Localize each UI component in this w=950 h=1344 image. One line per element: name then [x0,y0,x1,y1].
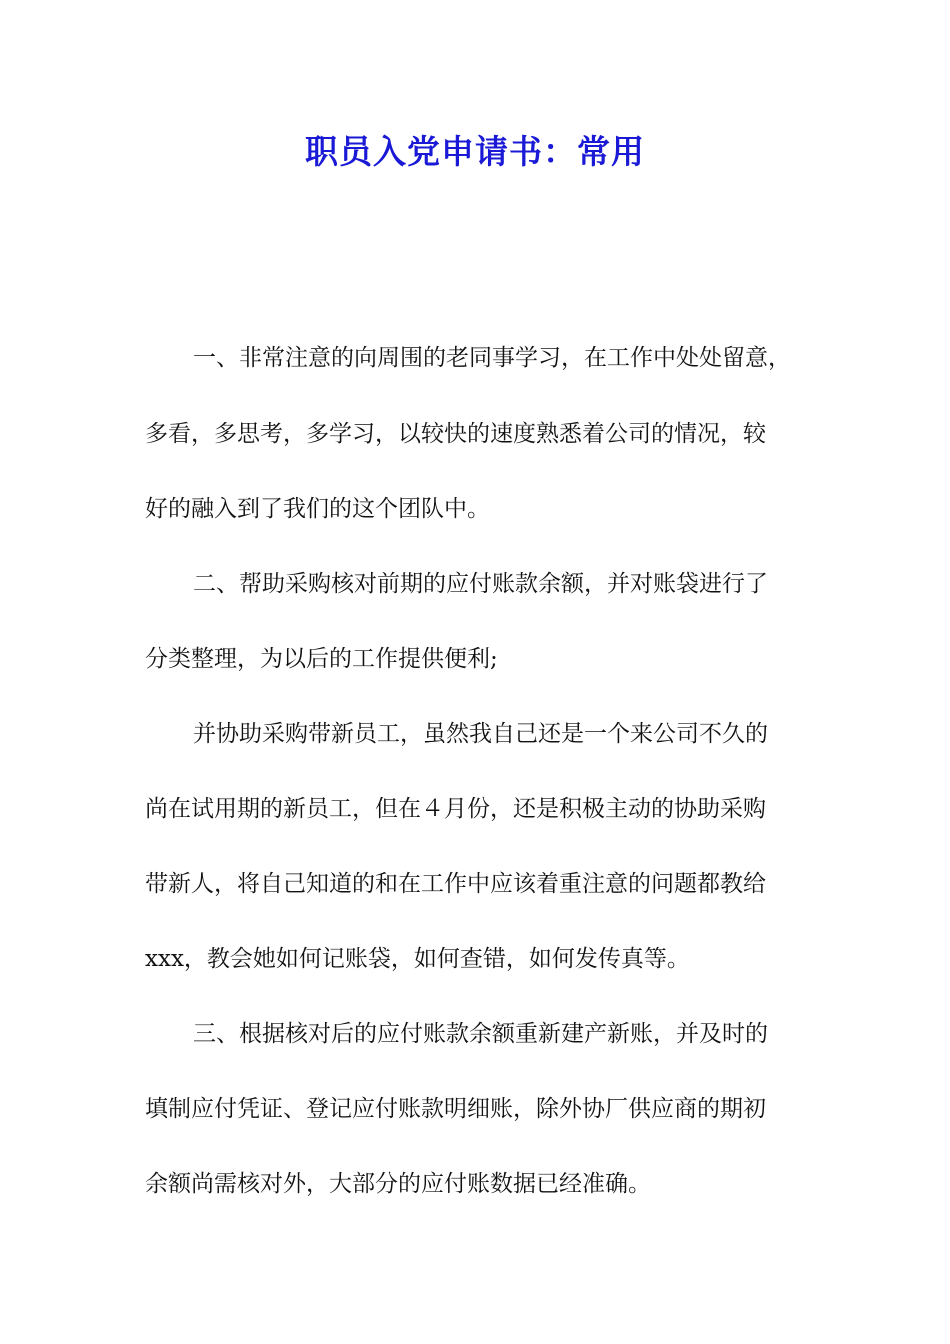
paragraph-1-line-2: 多看，多思考，多学习，以较快的速度熟悉着公司的情况，较 [145,421,766,447]
paragraph-3-line-2: 尚在试用期的新员工，但在４月份，还是积极主动的协助采购 [145,796,766,822]
paragraph-4-line-1: 三、根据核对后的应付账款余额重新建产新账，并及时的 [193,1021,768,1047]
paragraph-1-line-3: 好的融入到了我们的这个团队中。 [145,496,490,522]
paragraph-2-line-1: 二、帮助采购核对前期的应付账款余额，并对账袋进行了 [193,571,768,597]
document-title: 职员入党申请书：常用 [305,132,645,171]
paragraph-2-line-2: 分类整理，为以后的工作提供便利; [145,646,498,672]
paragraph-4-line-2: 填制应付凭证、登记应付账款明细账，除外协厂供应商的期初 [145,1096,766,1122]
paragraph-3-line-3: 带新人，将自己知道的和在工作中应该着重注意的问题都教给 [145,871,766,897]
paragraph-3-line-4: xxx，教会她如何记账袋，如何查错，如何发传真等。 [145,946,690,972]
paragraph-4-line-3: 余额尚需核对外，大部分的应付账数据已经准确。 [145,1171,651,1197]
paragraph-1-line-1: 一、非常注意的向周围的老同事学习，在工作中处处留意， [193,345,791,371]
paragraph-3-line-1: 并协助采购带新员工，虽然我自己还是一个来公司不久的 [193,721,768,747]
